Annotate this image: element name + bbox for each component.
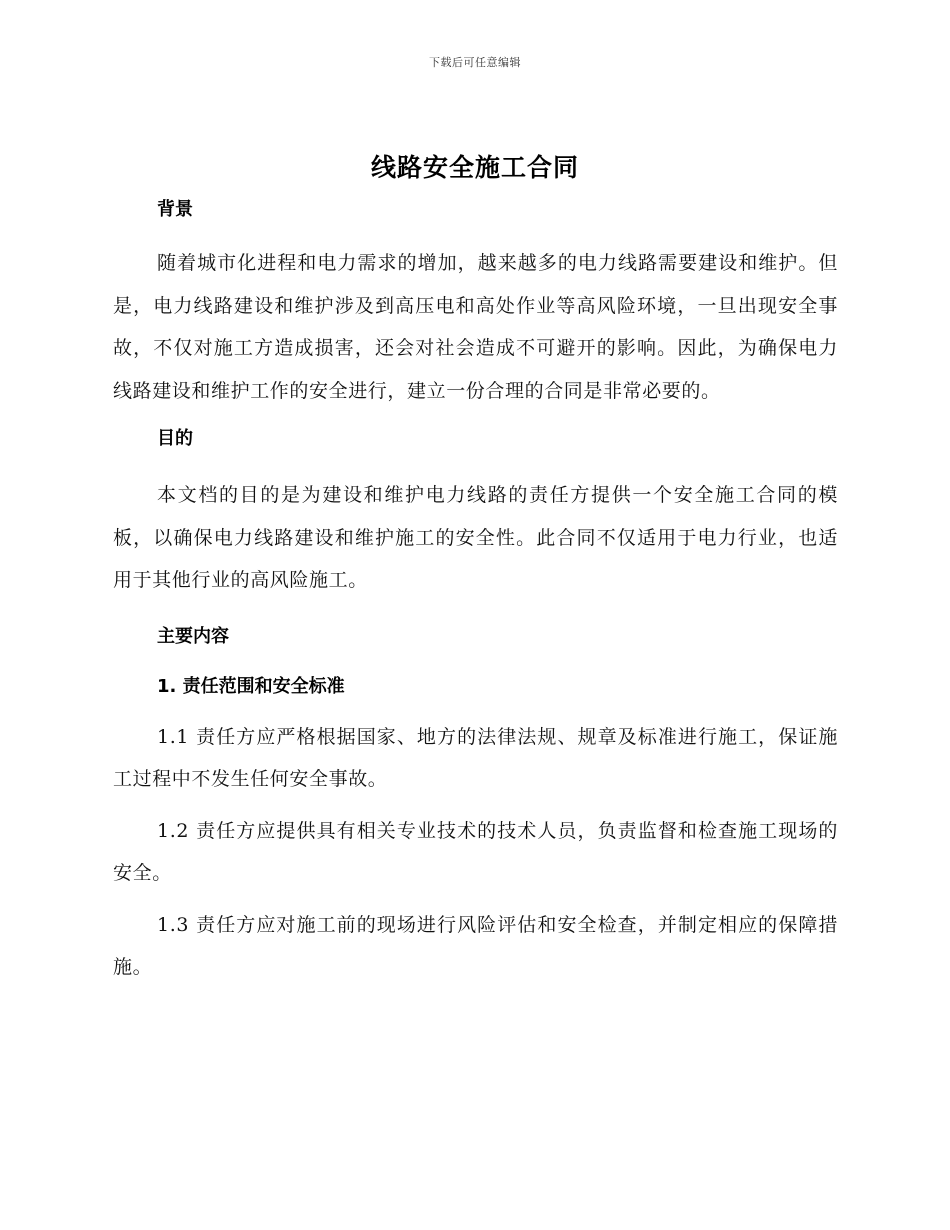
purpose-heading: 目的 [157, 428, 193, 449]
document-body [113, 196, 838, 989]
background-paragraph: 随着城市化进程和电力需求的增加，越来越多的电力线路需要建设和维护。但是，电力线路建设和维护涉及到高压电和高处作业等高风险环境，一旦出现安全事故，不仅对施工方造成损害，还会对社会造成不可避开的影响。因此，为确保电力线路建设和维护工作的安全进行，建立一份合理的合同是非常必要的。 [113, 252, 838, 402]
header-note: 下载后可任意编辑 [429, 56, 521, 69]
document-title: 线路安全施工合同 [370, 153, 579, 182]
section-1-heading: 1. 责任范围和安全标准 [157, 675, 345, 697]
clause-1-1: 1.1 责任方应严格根据国家、地方的法律法规、规章及标准进行施工，保证施工过程中不发生任何安全事故。 [113, 725, 838, 790]
background-heading: 背景 [157, 199, 193, 220]
clause-1-3: 1.3 责任方应对施工前的现场进行风险评估和安全检查，并制定相应的保障措施。 [113, 913, 838, 978]
main-content-heading: 主要内容 [157, 625, 229, 647]
purpose-paragraph: 本文档的目的是为建设和维护电力线路的责任方提供一个安全施工合同的模板，以确保电力线路建设和维护施工的安全性。此合同不仅适用于电力行业，也适用于其他行业的高风险施工。 [113, 484, 838, 591]
clause-1-2: 1.2 责任方应提供具有相关专业技术的技术人员，负责监督和检查施工现场的安全。 [113, 819, 838, 884]
